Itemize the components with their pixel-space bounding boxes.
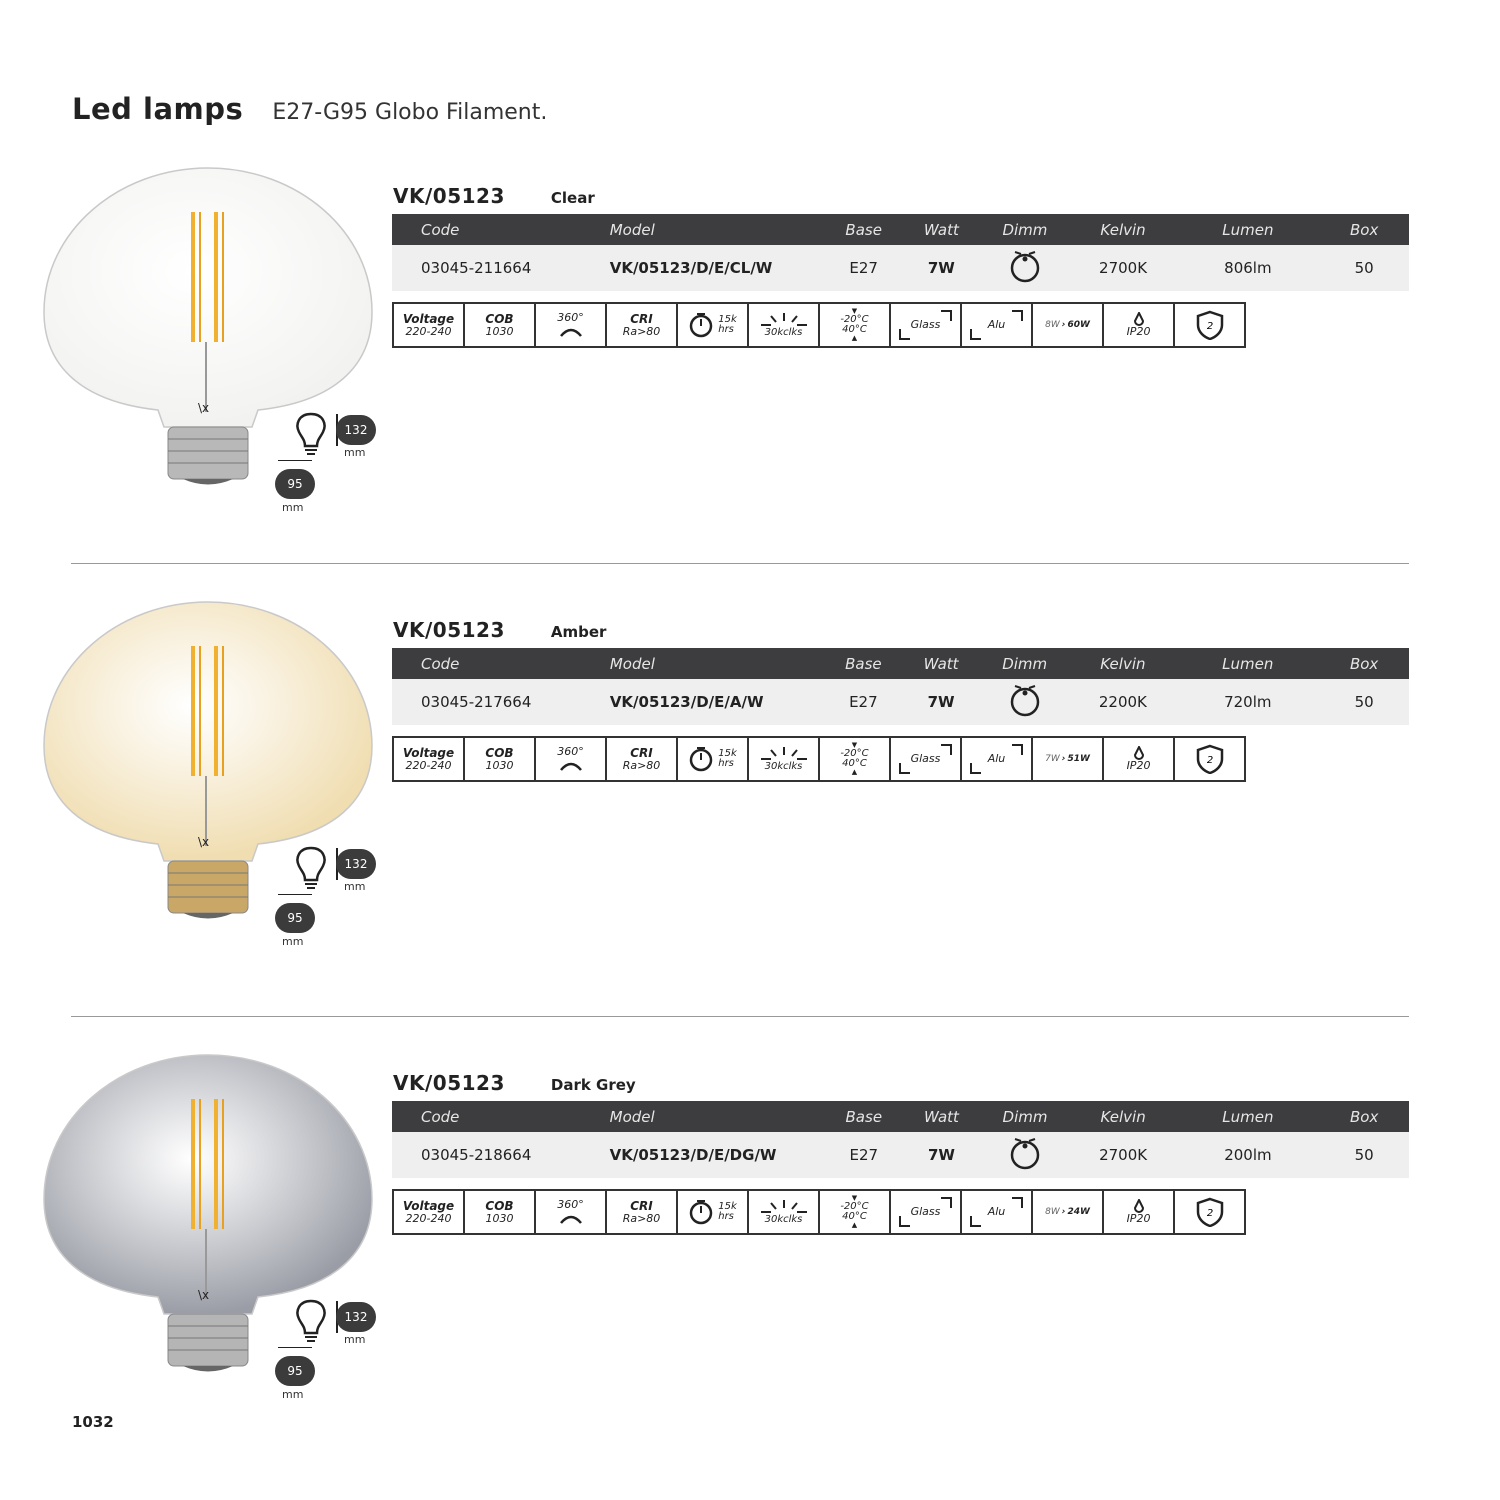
lifetime-unit: hrs bbox=[718, 1211, 734, 1222]
ip-rating-icon bbox=[1104, 304, 1175, 346]
cob-value: 1030 bbox=[485, 324, 514, 338]
beam-angle-value: 360° bbox=[557, 1198, 584, 1211]
equivalence-from: 8W bbox=[1045, 320, 1060, 330]
beam-angle-value: 360° bbox=[557, 311, 584, 324]
arrow-right-icon: › bbox=[1061, 320, 1066, 330]
product-title-row bbox=[393, 184, 595, 208]
product-section bbox=[0, 596, 1500, 956]
col-kelvin: Kelvin bbox=[1070, 1101, 1177, 1132]
cell-kelvin: 2700K bbox=[1070, 1132, 1177, 1178]
water-drop-icon bbox=[1132, 746, 1146, 760]
spec-header-row bbox=[392, 648, 1409, 679]
cell-box: 50 bbox=[1319, 679, 1409, 725]
corner-mark-icon bbox=[970, 763, 981, 774]
col-code: Code bbox=[392, 1101, 610, 1132]
stopwatch-icon bbox=[688, 1199, 714, 1225]
wattage-equivalence-icon bbox=[1033, 304, 1104, 346]
lifetime-icon bbox=[678, 1191, 749, 1233]
voltage-icon bbox=[394, 738, 465, 780]
beam-angle-value: 360° bbox=[557, 745, 584, 758]
warranty-icon bbox=[1175, 304, 1244, 346]
cell-model: VK/05123/D/E/A/W bbox=[610, 679, 825, 725]
col-kelvin: Kelvin bbox=[1070, 214, 1177, 245]
col-lumen: Lumen bbox=[1176, 214, 1319, 245]
height-unit: mm bbox=[344, 880, 366, 893]
svg-text:\x: \x bbox=[198, 835, 210, 849]
cell-base: E27 bbox=[825, 245, 903, 291]
col-base: Base bbox=[825, 648, 903, 679]
svg-text:\x: \x bbox=[198, 401, 210, 415]
width-indicator-line bbox=[278, 1347, 312, 1348]
voltage-icon bbox=[394, 1191, 465, 1233]
cri-label: CRI bbox=[630, 745, 653, 760]
equivalence-from: 7W bbox=[1045, 754, 1060, 764]
voltage-icon bbox=[394, 304, 465, 346]
lifetime-unit: hrs bbox=[718, 324, 734, 335]
cob-icon bbox=[465, 1191, 536, 1233]
voltage-value: 220-240 bbox=[405, 758, 452, 772]
dimmer-dial-icon bbox=[1006, 248, 1044, 284]
glass-material-icon bbox=[891, 738, 962, 780]
aluminium-material-icon bbox=[962, 304, 1033, 346]
light-burst-icon bbox=[759, 312, 809, 328]
lifetime-icon bbox=[678, 304, 749, 346]
ip-value: IP20 bbox=[1126, 1212, 1151, 1225]
cell-code: 03045-211664 bbox=[392, 245, 610, 291]
table-row bbox=[392, 1132, 1409, 1178]
cob-label: COB bbox=[485, 745, 514, 760]
width-indicator-line bbox=[278, 460, 312, 461]
stopwatch-icon bbox=[688, 312, 714, 338]
ip-value: IP20 bbox=[1126, 325, 1151, 338]
product-title-row bbox=[393, 1071, 636, 1095]
switch-cycles-icon bbox=[749, 738, 820, 780]
feature-icon-row bbox=[392, 1189, 1246, 1235]
water-drop-icon bbox=[1132, 312, 1146, 326]
temperature-high: 40°C bbox=[842, 324, 867, 335]
bulb-dimension-icon bbox=[293, 844, 339, 894]
alu-label: Alu bbox=[987, 1205, 1006, 1218]
switch-cycles-value: 30kclks bbox=[764, 1214, 803, 1225]
corner-mark-icon bbox=[1012, 1197, 1023, 1208]
spec-header-row bbox=[392, 214, 1409, 245]
diameter-badge: 95 bbox=[275, 1356, 315, 1386]
arc-icon bbox=[558, 1211, 584, 1225]
corner-mark-icon bbox=[1012, 744, 1023, 755]
diameter-badge: 95 bbox=[275, 903, 315, 933]
cri-label: CRI bbox=[630, 1198, 653, 1213]
corner-mark-icon bbox=[970, 329, 981, 340]
cell-model: VK/05123/D/E/DG/W bbox=[610, 1132, 825, 1178]
switch-cycles-icon bbox=[749, 1191, 820, 1233]
cob-label: COB bbox=[485, 1198, 514, 1213]
voltage-label: Voltage bbox=[402, 311, 455, 326]
light-burst-icon bbox=[759, 746, 809, 762]
cell-base: E27 bbox=[825, 679, 903, 725]
col-base: Base bbox=[825, 1101, 903, 1132]
ip-value: IP20 bbox=[1126, 759, 1151, 772]
cri-icon bbox=[607, 304, 678, 346]
voltage-label: Voltage bbox=[402, 1198, 455, 1213]
glass-label: Glass bbox=[910, 318, 941, 331]
col-model: Model bbox=[610, 214, 825, 245]
diameter-badge: 95 bbox=[275, 469, 315, 499]
water-drop-icon bbox=[1132, 1199, 1146, 1213]
voltage-value: 220-240 bbox=[405, 1211, 452, 1225]
col-lumen: Lumen bbox=[1176, 648, 1319, 679]
product-title: VK/05123 bbox=[393, 184, 505, 208]
wattage-equivalence-icon bbox=[1033, 1191, 1104, 1233]
cob-value: 1030 bbox=[485, 758, 514, 772]
voltage-label: Voltage bbox=[402, 745, 455, 760]
light-burst-icon bbox=[759, 1199, 809, 1215]
bulb-area bbox=[16, 596, 406, 948]
arrow-right-icon: › bbox=[1061, 1207, 1066, 1217]
col-code: Code bbox=[392, 214, 610, 245]
width-indicator-line bbox=[278, 894, 312, 895]
beam-angle-icon bbox=[536, 738, 607, 780]
cob-icon bbox=[465, 738, 536, 780]
corner-mark-icon bbox=[941, 310, 952, 321]
series-subtitle: E27-G95 Globo Filament. bbox=[272, 100, 548, 125]
temperature-range-icon: ▼ -20°C 40°C ▲ bbox=[820, 738, 891, 780]
cell-box: 50 bbox=[1319, 245, 1409, 291]
product-section bbox=[0, 1049, 1500, 1409]
feature-icon-row bbox=[392, 736, 1246, 782]
ip-rating-icon bbox=[1104, 1191, 1175, 1233]
lifetime-unit: hrs bbox=[718, 758, 734, 769]
arc-icon bbox=[558, 758, 584, 772]
product-variant: Clear bbox=[550, 189, 595, 207]
product-title-row bbox=[393, 618, 606, 642]
col-kelvin: Kelvin bbox=[1069, 648, 1176, 679]
col-dimm: Dimm bbox=[980, 214, 1070, 245]
warranty-years: 2 bbox=[1206, 321, 1213, 332]
corner-mark-icon bbox=[941, 744, 952, 755]
temperature-range-icon: ▼ -20°C 40°C ▲ bbox=[820, 1191, 891, 1233]
glass-label: Glass bbox=[910, 1205, 941, 1218]
ip-rating-icon bbox=[1104, 738, 1175, 780]
glass-material-icon bbox=[891, 1191, 962, 1233]
cell-dimm bbox=[980, 245, 1070, 291]
temperature-range-icon: ▼ -20°C 40°C ▲ bbox=[820, 304, 891, 346]
beam-angle-icon bbox=[536, 1191, 607, 1233]
equivalence-to: 51W bbox=[1067, 754, 1090, 764]
svg-text:\x: \x bbox=[198, 1288, 210, 1302]
col-code: Code bbox=[392, 648, 610, 679]
arrow-right-icon: › bbox=[1061, 754, 1066, 764]
bulb-dimension-icon bbox=[293, 410, 339, 460]
cell-dimm bbox=[980, 1132, 1070, 1178]
table-row bbox=[392, 679, 1409, 725]
glass-label: Glass bbox=[910, 752, 941, 765]
product-variant: Amber bbox=[550, 623, 607, 641]
aluminium-material-icon bbox=[962, 738, 1033, 780]
col-watt: Watt bbox=[903, 1101, 981, 1132]
spec-table bbox=[392, 1101, 1409, 1178]
cri-icon bbox=[607, 738, 678, 780]
warranty-icon bbox=[1175, 738, 1244, 780]
cell-lumen: 720lm bbox=[1176, 679, 1319, 725]
cell-kelvin: 2200K bbox=[1069, 679, 1176, 725]
stopwatch-icon bbox=[688, 746, 714, 772]
diameter-unit: mm bbox=[282, 1388, 304, 1401]
lifetime-value: 15k bbox=[718, 748, 737, 759]
cell-model: VK/05123/D/E/CL/W bbox=[610, 245, 825, 291]
page-header bbox=[72, 92, 547, 126]
temperature-low: -20°C bbox=[840, 314, 869, 325]
corner-mark-icon bbox=[1012, 310, 1023, 321]
corner-mark-icon bbox=[899, 1216, 910, 1227]
temperature-high: 40°C bbox=[842, 758, 867, 769]
cell-box: 50 bbox=[1319, 1132, 1409, 1178]
corner-mark-icon bbox=[899, 329, 910, 340]
bulb-area bbox=[16, 1049, 406, 1401]
cell-watt: 7W bbox=[903, 245, 981, 291]
col-model: Model bbox=[610, 648, 825, 679]
cri-icon bbox=[607, 1191, 678, 1233]
col-box: Box bbox=[1319, 1101, 1409, 1132]
bulb-area bbox=[16, 162, 406, 514]
beam-angle-icon bbox=[536, 304, 607, 346]
lifetime-value: 15k bbox=[718, 1201, 737, 1212]
col-box: Box bbox=[1319, 214, 1409, 245]
lifetime-icon bbox=[678, 738, 749, 780]
col-dimm: Dimm bbox=[980, 648, 1070, 679]
warranty-icon bbox=[1175, 1191, 1244, 1233]
voltage-value: 220-240 bbox=[405, 324, 452, 338]
cob-label: COB bbox=[485, 311, 514, 326]
cell-dimm bbox=[980, 679, 1070, 725]
alu-label: Alu bbox=[987, 318, 1006, 331]
shield-icon bbox=[1195, 310, 1225, 340]
col-base: Base bbox=[825, 214, 903, 245]
cell-watt: 7W bbox=[902, 679, 980, 725]
feature-icon-row bbox=[392, 302, 1246, 348]
section-divider bbox=[71, 1016, 1409, 1017]
temperature-high: 40°C bbox=[842, 1211, 867, 1222]
product-title: VK/05123 bbox=[393, 618, 505, 642]
page-number: 1032 bbox=[72, 1413, 114, 1431]
shield-icon bbox=[1195, 1197, 1225, 1227]
col-watt: Watt bbox=[902, 648, 980, 679]
dimmer-dial-icon bbox=[1006, 682, 1044, 718]
warranty-years: 2 bbox=[1206, 1208, 1213, 1219]
col-box: Box bbox=[1319, 648, 1409, 679]
switch-cycles-value: 30kclks bbox=[764, 327, 803, 338]
cell-base: E27 bbox=[825, 1132, 903, 1178]
diameter-unit: mm bbox=[282, 935, 304, 948]
alu-label: Alu bbox=[987, 752, 1006, 765]
spec-table bbox=[392, 648, 1409, 725]
col-model: Model bbox=[610, 1101, 825, 1132]
cri-label: CRI bbox=[630, 311, 653, 326]
corner-mark-icon bbox=[899, 763, 910, 774]
col-watt: Watt bbox=[903, 214, 981, 245]
equivalence-to: 60W bbox=[1067, 320, 1090, 330]
category-title: Led lamps bbox=[72, 92, 244, 126]
section-divider bbox=[71, 563, 1409, 564]
cri-value: Ra>80 bbox=[622, 758, 661, 772]
cob-icon bbox=[465, 304, 536, 346]
switch-cycles-icon bbox=[749, 304, 820, 346]
cell-kelvin: 2700K bbox=[1070, 245, 1177, 291]
cell-lumen: 200lm bbox=[1176, 1132, 1319, 1178]
col-dimm: Dimm bbox=[980, 1101, 1070, 1132]
wattage-equivalence-icon bbox=[1033, 738, 1104, 780]
bulb-dimension-icon bbox=[293, 1297, 339, 1347]
switch-cycles-value: 30kclks bbox=[764, 761, 803, 772]
cell-code: 03045-217664 bbox=[392, 679, 610, 725]
product-variant: Dark Grey bbox=[550, 1076, 636, 1094]
diameter-unit: mm bbox=[282, 501, 304, 514]
cri-value: Ra>80 bbox=[622, 1211, 661, 1225]
cell-lumen: 806lm bbox=[1176, 245, 1319, 291]
cri-value: Ra>80 bbox=[622, 324, 661, 338]
equivalence-from: 8W bbox=[1045, 1207, 1060, 1217]
col-lumen: Lumen bbox=[1176, 1101, 1319, 1132]
glass-material-icon bbox=[891, 304, 962, 346]
cell-code: 03045-218664 bbox=[392, 1132, 610, 1178]
temperature-low: -20°C bbox=[840, 748, 869, 759]
height-badge: 132 bbox=[336, 849, 376, 879]
spec-header-row bbox=[392, 1101, 1409, 1132]
dimmer-dial-icon bbox=[1006, 1135, 1044, 1171]
shield-icon bbox=[1195, 744, 1225, 774]
cob-value: 1030 bbox=[485, 1211, 514, 1225]
spec-table bbox=[392, 214, 1409, 291]
temperature-low: -20°C bbox=[840, 1201, 869, 1212]
table-row bbox=[392, 245, 1409, 291]
product-title: VK/05123 bbox=[393, 1071, 505, 1095]
height-unit: mm bbox=[344, 446, 366, 459]
corner-mark-icon bbox=[941, 1197, 952, 1208]
equivalence-to: 24W bbox=[1067, 1207, 1090, 1217]
aluminium-material-icon bbox=[962, 1191, 1033, 1233]
product-section bbox=[0, 162, 1500, 522]
height-unit: mm bbox=[344, 1333, 366, 1346]
lifetime-value: 15k bbox=[718, 314, 737, 325]
arc-icon bbox=[558, 324, 584, 338]
corner-mark-icon bbox=[970, 1216, 981, 1227]
height-badge: 132 bbox=[336, 415, 376, 445]
height-badge: 132 bbox=[336, 1302, 376, 1332]
warranty-years: 2 bbox=[1206, 755, 1213, 766]
cell-watt: 7W bbox=[903, 1132, 981, 1178]
